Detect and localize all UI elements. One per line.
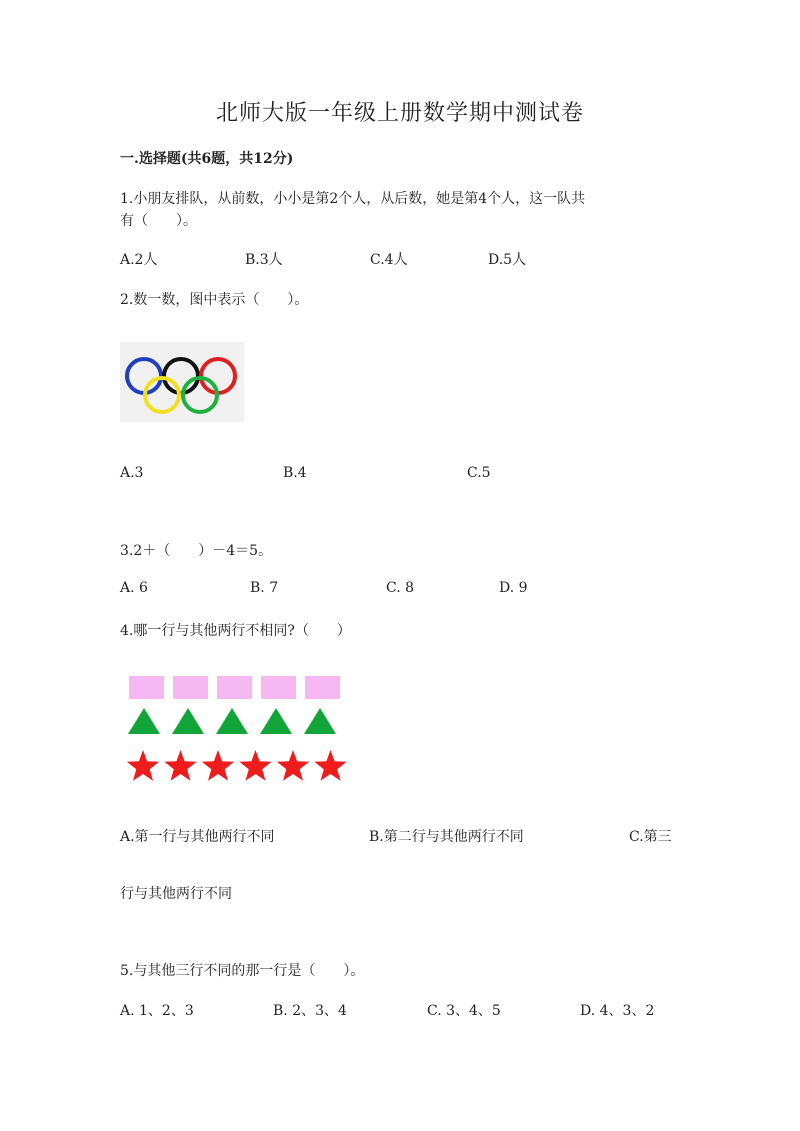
question-3-option-a: A. 6 [120,580,148,596]
star-shape [314,750,346,781]
question-3-option-c: C. 8 [386,580,415,596]
triangle-shape [172,708,204,734]
star-shape [127,750,159,781]
question-3-text: 3.2＋（ ）－4＝5。 [120,543,273,559]
question-1-option-d: D.5人 [488,252,527,268]
question-2-text: 2.数一数，图中表示（ ）。 [120,292,309,308]
question-4-text: 4.哪一行与其他两行不相同?（ ） [120,623,351,639]
olympic-rings-image [120,342,244,422]
question-2-option-a: A.3 [120,465,144,481]
square-shape [129,676,164,699]
question-2-option-c: C.5 [467,465,491,481]
square-shape [261,676,296,699]
square-shape [217,676,252,699]
question-1-option-b: B.3人 [245,252,283,268]
question-4-option-c: C.第三 [629,829,672,845]
question-5-option-a: A. 1、2、3 [120,1003,194,1019]
shape-rows-image [124,672,348,786]
question-1-text: 1.小朋友排队，从前数，小小是第2个人，从后数，她是第4个人，这一队共 [120,191,586,207]
question-4-option-c-cont: 行与其他两行不同 [120,886,232,902]
star-shape [277,750,309,781]
page-title: 北师大版一年级上册数学期中测试卷 [215,101,584,126]
question-2-option-b: B.4 [283,465,307,481]
star-shape [202,750,234,781]
question-1-option-a: A.2人 [120,252,158,268]
question-3-option-b: B. 7 [250,580,279,596]
question-4-option-a: A.第一行与其他两行不同 [120,829,275,845]
question-5-option-d: D. 4、3、2 [580,1003,655,1019]
star-shape [239,750,271,781]
square-shape [173,676,208,699]
question-5-text: 5.与其他三行不同的那一行是（ ）。 [120,963,365,979]
question-3-option-d: D. 9 [499,580,528,596]
triangle-shape [260,708,292,734]
triangle-shape [216,708,248,734]
question-5-option-b: B. 2、3、4 [273,1003,347,1019]
star-shape [164,750,196,781]
question-1-text-cont: 有（ ）。 [120,213,197,229]
triangle-shape [128,708,160,734]
question-5-option-c: C. 3、4、5 [427,1003,501,1019]
section-heading: 一.选择题(共6题，共12分) [120,151,294,167]
triangle-shape [304,708,336,734]
square-shape [305,676,340,699]
question-1-option-c: C.4人 [370,252,408,268]
question-4-option-b: B.第二行与其他两行不同 [369,829,524,845]
